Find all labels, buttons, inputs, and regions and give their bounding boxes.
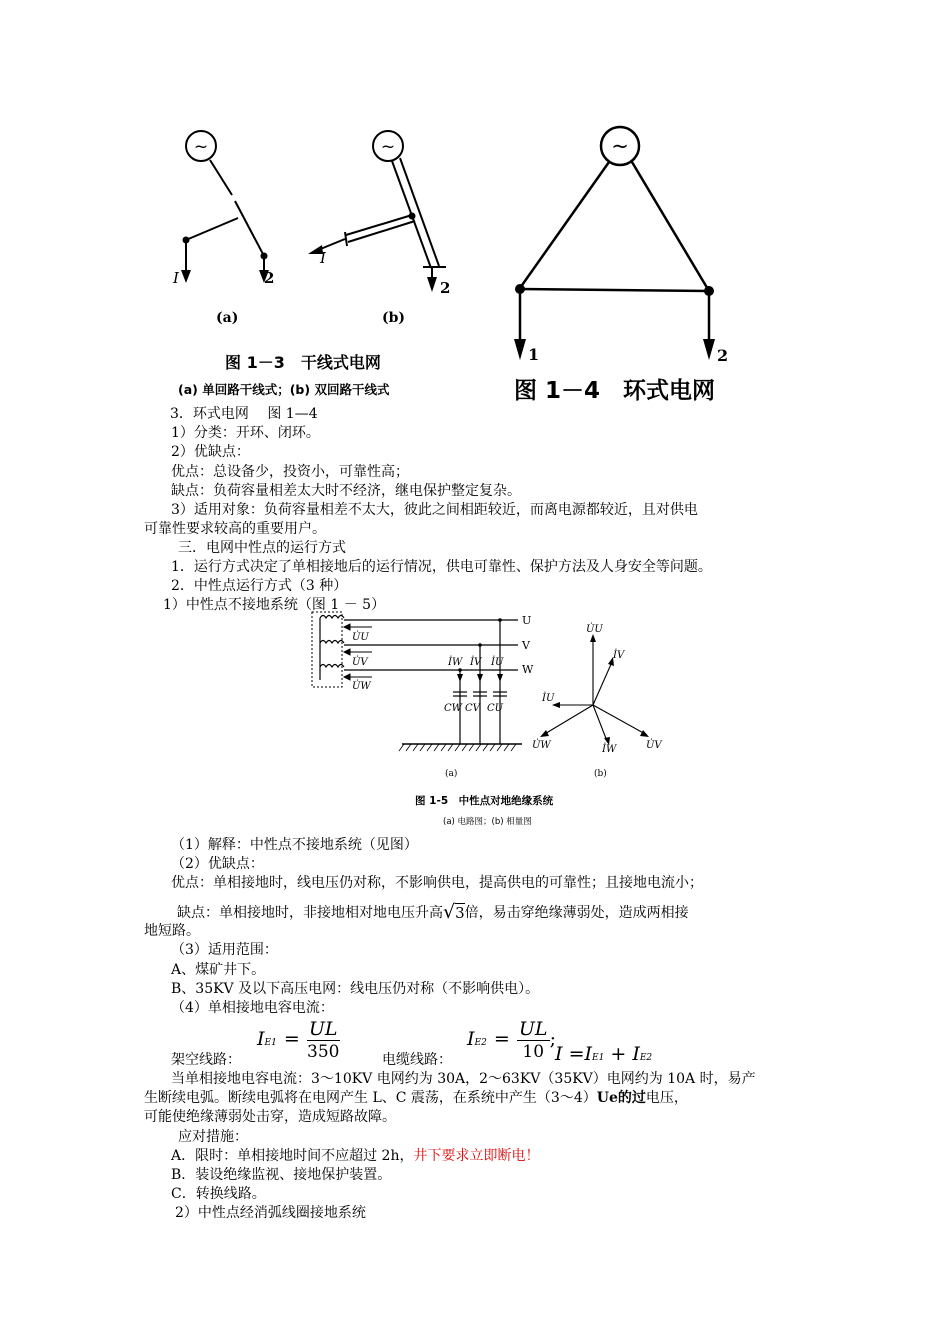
- cap-label-cv: CV: [465, 703, 480, 714]
- phasor-label-uv: U̇V: [646, 740, 662, 751]
- figure-1-5-title: 图 1-5 中性点对地绝缘系统: [415, 795, 554, 807]
- text-line: 1）分类：开环、闭环。: [171, 425, 320, 441]
- formula-total-current: [555, 1043, 652, 1065]
- figure-1-5-subtitle: (a) 电路图；(b) 相量图: [443, 817, 532, 827]
- ring-label-2: 2: [717, 346, 729, 365]
- section-heading: 三．电网中性点的运行方式: [178, 540, 346, 556]
- warning-text: 井下要求立即断电！: [413, 1148, 540, 1164]
- figure-1-3-subtitle: (a) 单回路干线式；(b) 双回路干线式: [178, 382, 390, 397]
- phase-label-w: W: [522, 663, 534, 676]
- figure-1-4: [505, 120, 740, 408]
- text-line: 3．环式电网 图 1—4: [170, 406, 318, 422]
- formula-symbol: I: [467, 1028, 475, 1050]
- phase-label-u: U: [522, 614, 532, 627]
- formula-equals: =: [283, 1028, 300, 1050]
- sub-label-b: (b): [382, 310, 406, 326]
- formula-ie1: [257, 1018, 340, 1063]
- current-label-iw: İW: [448, 657, 463, 668]
- text-line: 可能使绝缘薄弱处击穿，造成短路故障。: [144, 1109, 396, 1125]
- fig15-sub-label-b: (b): [594, 769, 607, 779]
- fig15-sub-label-a: (a): [445, 769, 458, 779]
- text-line: （1）解释：中性点不接地系统（见图）: [171, 837, 418, 853]
- formula-symbol: I: [555, 1043, 563, 1065]
- text-line: [144, 1087, 688, 1107]
- sqrt-3: √3: [443, 901, 465, 923]
- text-line: A、煤矿井下。: [171, 962, 266, 978]
- cap-label-cu: CU: [487, 703, 504, 714]
- sqrt-value: 3: [455, 904, 465, 922]
- formula-symbol: I: [632, 1043, 640, 1065]
- text-line: 2）中性点经消弧线圈接地系统: [175, 1205, 366, 1221]
- phasor-label-iw: İW: [602, 744, 617, 755]
- formula-fraction: [517, 1018, 550, 1063]
- label-I-a: I: [173, 269, 179, 287]
- sub-label-a: (a): [216, 310, 239, 326]
- label-2-b: 2: [440, 279, 451, 297]
- formula-symbol: I: [257, 1028, 265, 1050]
- formula-ie2: [467, 1018, 556, 1063]
- text-line: 优点：单相接地时，线电压仍对称，不影响供电，提高供电的可靠性；且接地电流小；: [171, 875, 703, 891]
- formula-symbol: I: [584, 1043, 592, 1065]
- formula-equals: =: [568, 1043, 585, 1065]
- generator-b-symbol: ~: [380, 137, 396, 157]
- text-line: 1．运行方式决定了单相接地后的运行情况，供电可靠性、保护方法及人身安全等问题。: [171, 559, 712, 575]
- text-span: 生断续电弧。断续电弧将在电网产生 L、C 震荡，在系统中产生（3～4）: [144, 1090, 597, 1106]
- formula-subscript: E1: [592, 1053, 605, 1063]
- generator-a-symbol: ~: [193, 137, 209, 157]
- generator-ring-symbol: ~: [611, 134, 629, 158]
- text-line: 1）中性点不接地系统（图 1 － 5）: [163, 597, 386, 613]
- formula-subscript: E2: [639, 1053, 653, 1063]
- text-line: （2）优缺点：: [171, 856, 264, 872]
- phasor-label-iv: İV: [613, 650, 625, 661]
- fraction-numerator: UL: [308, 1018, 338, 1040]
- text-line: （3）适用范围：: [171, 942, 278, 958]
- text-line: C．转换线路。: [171, 1186, 266, 1202]
- text-line: 电缆线路：: [382, 1052, 452, 1068]
- label-2-a: 2: [264, 269, 275, 287]
- cap-label-cw: CW: [444, 703, 462, 714]
- text-line: [177, 901, 689, 923]
- text-line: 应对措施：: [178, 1129, 248, 1145]
- text-span: 缺点：单相接地时，非接地相对地电压升高: [177, 905, 443, 921]
- fraction-numerator: UL: [518, 1018, 548, 1040]
- figure-1-3-title: 图 1－3 干线式电网: [225, 353, 381, 372]
- voltage-label-uv: U̇V: [352, 657, 368, 668]
- text-line: 2．中性点运行方式（3 种）: [171, 578, 348, 594]
- text-span: 倍，易击穿绝缘薄弱处，造成两相接: [464, 905, 689, 921]
- text-line: B．装设绝缘监视、接地保护装置。: [171, 1167, 392, 1183]
- formula-equals: =: [493, 1028, 510, 1050]
- label-I-b: I: [320, 249, 326, 267]
- figure-1-3: [160, 120, 460, 405]
- voltage-label-uw: U̇W: [352, 681, 371, 692]
- text-line: （4）单相接地电容电流：: [171, 1000, 334, 1016]
- text-span: 电压，: [645, 1090, 688, 1106]
- phasor-label-uw: U̇W: [532, 740, 551, 751]
- fraction-denominator: 350: [307, 1042, 340, 1062]
- text-line: B、35KV 及以下高压电网：线电压仍对称（不影响供电）。: [171, 981, 540, 997]
- text-line: 优点：总设备少，投资小，可靠性高；: [171, 464, 409, 480]
- text-line: [171, 1145, 539, 1165]
- text-line: 可靠性要求较高的重要用户。: [144, 521, 326, 537]
- text-line: 架空线路：: [171, 1052, 241, 1068]
- text-span: A．限时：单相接地时间不应超过 2h，: [171, 1148, 414, 1164]
- formula-plus: +: [610, 1043, 627, 1065]
- text-span-bold: Ue的过: [596, 1090, 646, 1106]
- phase-label-v: V: [522, 639, 530, 652]
- text-line: 当单相接地电容电流：3～10KV 电网约为 30A，2～63KV（35KV）电网约为 10A 时，易产: [171, 1071, 756, 1087]
- current-label-iu: İU: [491, 657, 504, 668]
- formula-semicolon: ;: [549, 1028, 556, 1050]
- ring-label-1: 1: [528, 345, 540, 364]
- figure-1-5: [310, 610, 680, 830]
- phasor-label-iu: İU: [542, 693, 555, 704]
- formula-subscript: E2: [474, 1038, 487, 1048]
- formula-subscript: E1: [264, 1038, 277, 1048]
- fraction-denominator: 10: [522, 1042, 545, 1062]
- voltage-label-uu: U̇U: [352, 632, 369, 643]
- text-line: 缺点：负荷容量相差太大时不经济，继电保护整定复杂。: [171, 483, 521, 499]
- current-label-iv: İV: [470, 657, 482, 668]
- text-line: 3）适用对象：负荷容量相差不太大，彼此之间相距较近，而离电源都较近，且对供电: [171, 502, 698, 518]
- figure-1-4-title: 图 1－4 环式电网: [514, 378, 716, 404]
- text-line: 地短路。: [144, 923, 200, 939]
- text-line: 2）优缺点：: [171, 444, 250, 460]
- phasor-label-uu: U̇U: [586, 624, 603, 635]
- formula-fraction: [307, 1018, 340, 1063]
